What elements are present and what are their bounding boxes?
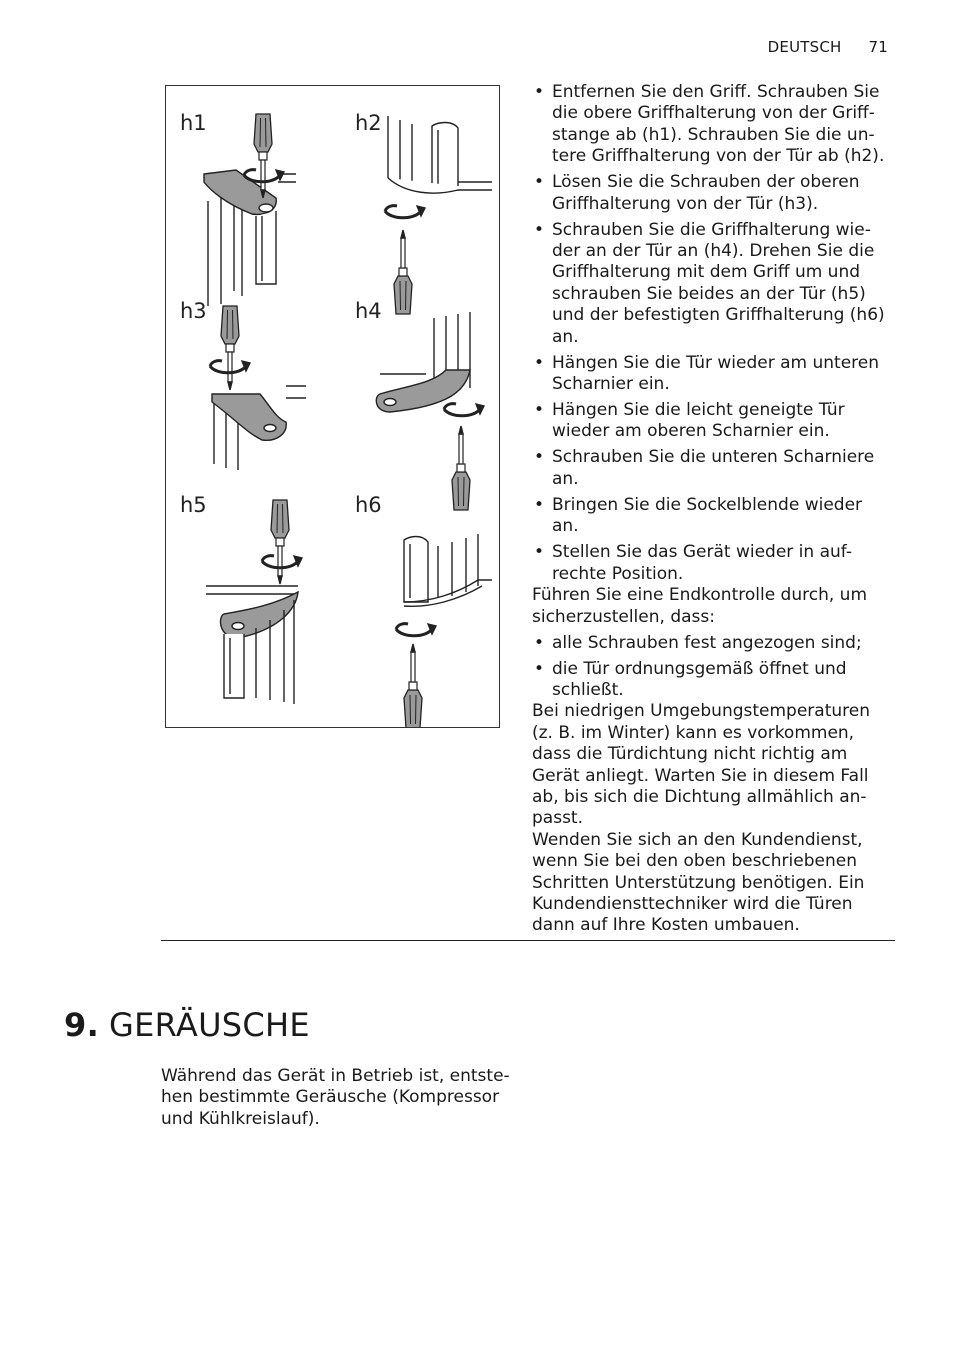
check-item: • alle Schrauben fest angezogen sind; — [532, 633, 894, 654]
service-paragraph: Wenden Sie sich an den Kundendienst, wenn Sie bei den oben beschriebenen Schritten Unterstützung benötigen. Ein Kundendiensttechniker wird die Türen dann auf Ihre Kosten umbauen. — [532, 829, 865, 936]
step-item: • Schrauben Sie die Griffhalterung wie-der an der Tür an (h4). Drehen Sie die Griffhalterung mit dem Griff um und schrauben Sie beides an der Tür (h5) und der befestigten Griffhalterung (h6) an. — [532, 220, 894, 348]
illustration-h1 — [204, 114, 296, 306]
illustration-h4 — [376, 312, 484, 510]
figure-label-h6: h6 — [355, 493, 382, 517]
step-item: • Schrauben Sie die unteren Scharniere an. — [532, 447, 894, 490]
illustration-h6 — [396, 534, 492, 727]
instructions-column — [532, 82, 894, 937]
illustration-h3 — [210, 306, 306, 470]
step-item: • Bringen Sie die Sockelblende wieder an. — [532, 495, 894, 538]
figure-illustration — [166, 86, 499, 727]
section-intro-text: Während das Gerät in Betrieb ist, entste-hen bestimmte Geräusche (Kompressor und Kühlkreislauf). — [161, 1066, 510, 1129]
page-header — [768, 38, 888, 56]
step-item: • Lösen Sie die Schrauben der oberen Griffhalterung von der Tür (h3). — [532, 172, 894, 215]
section-heading: GERÄUSCHE — [109, 1006, 310, 1044]
step-item: • Entfernen Sie den Griff. Schrauben Sie die obere Griffhalterung von der Griff-stange ab (h1). Schrauben Sie die un-tere Griffhalterung von der Tür ab (h2). — [532, 82, 894, 168]
section-divider — [161, 940, 895, 941]
figure-label-h5: h5 — [180, 493, 207, 517]
check-item: • die Tür ordnungsgemäß öffnet und schließt. — [532, 659, 894, 702]
figure-label-h4: h4 — [355, 299, 382, 323]
step-item: • Stellen Sie das Gerät wieder in auf-rechte Position. — [532, 542, 894, 585]
figure-label-h2: h2 — [355, 111, 382, 135]
step-item: • Hängen Sie die Tür wieder am unteren Scharnier ein. — [532, 353, 894, 396]
page-number: 71 — [868, 38, 888, 56]
illustration-h5 — [206, 500, 302, 704]
steps-list — [532, 82, 894, 585]
handle-reversal-figure — [165, 85, 500, 728]
checks-list — [532, 633, 894, 702]
step-item: • Hängen Sie die leicht geneigte Tür wieder am oberen Scharnier ein. — [532, 400, 894, 443]
section-number: 9. — [64, 1006, 100, 1044]
figure-label-h3: h3 — [180, 299, 207, 323]
section-title — [64, 1006, 310, 1044]
figure-label-h1: h1 — [180, 111, 207, 135]
check-intro: Führen Sie eine Endkontrolle durch, um sicherzustellen, dass: — [532, 585, 868, 627]
header-section: DEUTSCH — [767, 38, 842, 56]
low-temp-paragraph: Bei niedrigen Umgebungstemperaturen (z. B. im Winter) kann es vorkommen, dass die Türdichtung nicht richtig am Gerät anliegt. Warten Sie in diesem Fall ab, bis sich die Dichtung allmählich an-passt. — [532, 701, 871, 829]
illustration-h2 — [385, 116, 492, 314]
